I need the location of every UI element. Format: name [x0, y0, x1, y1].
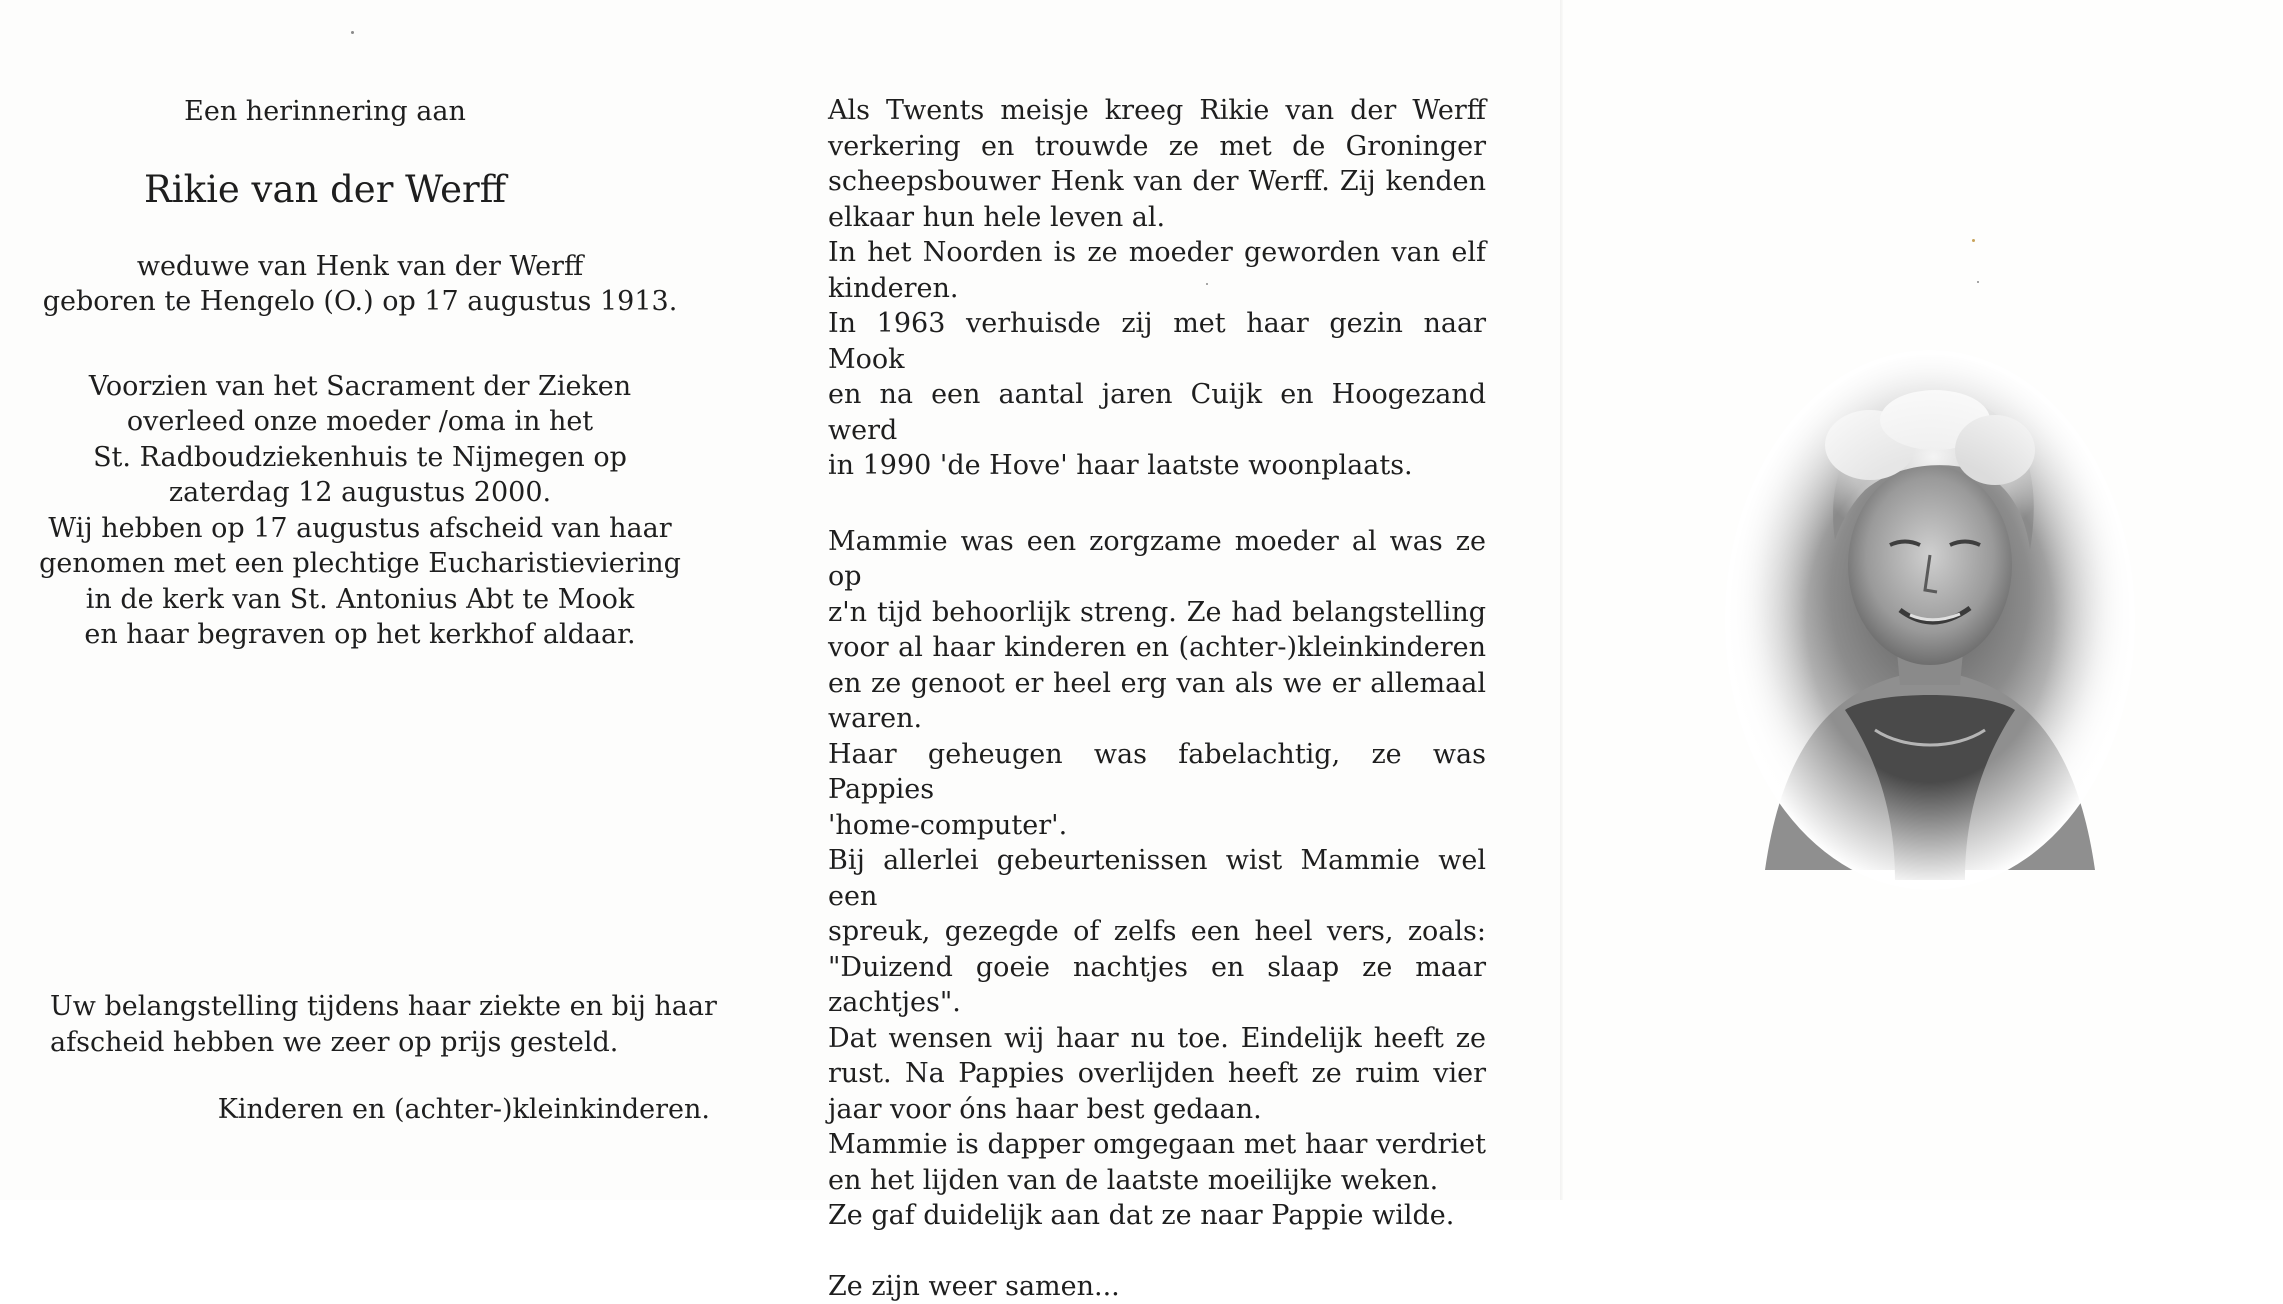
- story-line: In 1963 verhuisde zij met haar gezin naar Mook: [828, 306, 1486, 377]
- death-line: genomen met een plechtige Eucharistieviering: [0, 546, 720, 582]
- deceased-name: Rikie van der Werff: [0, 168, 720, 212]
- story-line: en na een aantal jaren Cuijk en Hoogezand werd: [828, 377, 1486, 448]
- story-line: Mammie is dapper omgegaan met haar verdriet: [828, 1127, 1486, 1163]
- death-notice: [0, 369, 720, 653]
- story-line: spreuk, gezegde of zelfs een heel vers, zoals:: [828, 914, 1486, 950]
- story-line: rust. Na Pappies overlijden heeft ze ruim vier: [828, 1056, 1486, 1092]
- story-paragraph-2: [828, 524, 1486, 1234]
- death-line: en haar begraven op het kerkhof aldaar.: [0, 617, 720, 653]
- print-speck: [351, 31, 354, 34]
- story-column: [828, 93, 1486, 1304]
- death-line: overleed onze moeder /oma in het: [0, 404, 720, 440]
- left-column: [50, 90, 720, 653]
- death-line: Wij hebben op 17 augustus afscheid van haar: [0, 511, 720, 547]
- death-line: in de kerk van St. Antonius Abt te Mook: [0, 582, 720, 618]
- story-line: Ze gaf duidelijk aan dat ze naar Pappie wilde.: [828, 1198, 1486, 1234]
- story-line: Bij allerlei gebeurtenissen wist Mammie wel een: [828, 843, 1486, 914]
- story-line: en het lijden van de laatste moeilijke weken.: [828, 1163, 1486, 1199]
- thanks-text: [50, 989, 720, 1060]
- story-paragraph-1: [828, 93, 1486, 484]
- story-line: Als Twents meisje kreeg Rikie van der Werff: [828, 93, 1486, 129]
- story-line: Haar geheugen was fabelachtig, ze was Pappies: [828, 737, 1486, 808]
- story-line: kinderen.: [828, 271, 1486, 307]
- print-speck: [1972, 239, 1975, 242]
- story-line: Dat wensen wij haar nu toe. Eindelijk heeft ze: [828, 1021, 1486, 1057]
- thanks-line: afscheid hebben we zeer op prijs gesteld.: [50, 1025, 720, 1061]
- story-line: jaar voor óns haar best gedaan.: [828, 1092, 1486, 1128]
- story-line: In het Noorden is ze moeder geworden van elf: [828, 235, 1486, 271]
- story-line: zachtjes".: [828, 985, 1486, 1021]
- thanks-line: Uw belangstelling tijdens haar ziekte en bij haar: [50, 989, 720, 1025]
- intro-text: Een herinnering aan: [0, 94, 720, 130]
- widow-line: weduwe van Henk van der Werff: [0, 249, 720, 285]
- print-speck: [1977, 281, 1979, 283]
- death-line: Voorzien van het Sacrament der Zieken: [0, 369, 720, 405]
- death-line: zaterdag 12 augustus 2000.: [0, 475, 720, 511]
- story-line: waren.: [828, 701, 1486, 737]
- death-line: St. Radboudziekenhuis te Nijmegen op: [0, 440, 720, 476]
- story-line: voor al haar kinderen en (achter-)kleinkinderen: [828, 630, 1486, 666]
- signature: Kinderen en (achter-)kleinkinderen.: [50, 1092, 710, 1128]
- story-line: en ze genoot er heel erg van als we er allemaal: [828, 666, 1486, 702]
- story-line: scheepsbouwer Henk van der Werff. Zij kenden: [828, 164, 1486, 200]
- story-line: Mammie was een zorgzame moeder al was ze op: [828, 524, 1486, 595]
- portrait-photo: [1725, 350, 2135, 890]
- story-line: 'home-computer'.: [828, 808, 1486, 844]
- story-line: in 1990 'de Hove' haar laatste woonplaats.: [828, 448, 1486, 484]
- story-line: z'n tijd behoorlijk streng. Ze had belangstelling: [828, 595, 1486, 631]
- story-line: elkaar hun hele leven al.: [828, 200, 1486, 236]
- birth-line: geboren te Hengelo (O.) op 17 augustus 1913.: [0, 284, 720, 320]
- story-line: verkering en trouwde ze met de Groninger: [828, 129, 1486, 165]
- story-line: "Duizend goeie nachtjes en slaap ze maar: [828, 950, 1486, 986]
- story-closing: Ze zijn weer samen...: [828, 1269, 1486, 1304]
